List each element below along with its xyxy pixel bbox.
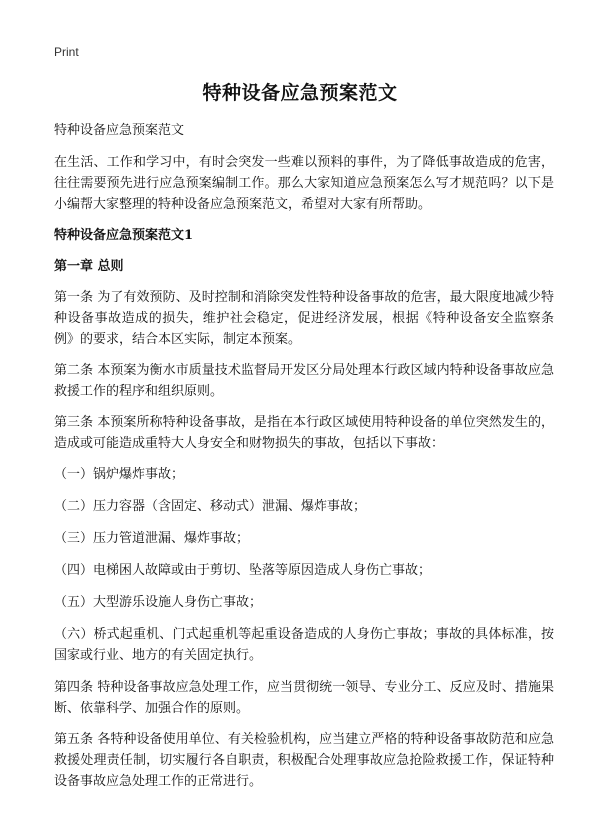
document-title: 特种设备应急预案范文 (202, 82, 398, 104)
print-link[interactable]: Print (54, 45, 79, 59)
list-item: （六）桥式起重机、门式起重机等起重设备造成的人身伤亡事故；事故的具体标准，按国家或行业、地方的有关固定执行。 (54, 627, 554, 663)
article-2: 第二条 本预案为衡水市质量技术监督局开发区分局处理本行政区域内特种设备事故应急救援工作的程序和组织原则。 (54, 363, 554, 399)
article-4: 第四条 特种设备事故应急处理工作，应当贯彻统一领导、专业分工、反应及时、措施果断、依靠科学、加强合作的原则。 (54, 680, 554, 716)
document-body (54, 120, 554, 802)
list-item: （四）电梯困人故障或由于剪切、坠落等原因造成人身伤亡事故； (54, 563, 432, 578)
list-item: （一）锅炉爆炸事故； (54, 467, 185, 482)
article-5: 第五条 各特种设备使用单位、有关检验机构，应当建立严格的特种设备事故防范和应急救援处理责任制，切实履行各自职责，积极配合处理事故应急抢险救援工作，保证特种设备事故应急处理工作的正常进行。 (54, 732, 554, 789)
section-heading: 特种设备应急预案范文1 (54, 228, 194, 243)
document-subtitle: 特种设备应急预案范文 (54, 123, 185, 138)
chapter-heading: 第一章 总则 (54, 259, 124, 274)
article-1: 第一条 为了有效预防、及时控制和消除突发性特种设备事故的危害，最大限度地减少特种设备事故造成的损失，维护社会稳定，促进经济发展，根据《特种设备安全监察条例》的要求，结合本区实际，制定本预案。 (54, 290, 554, 347)
intro-paragraph: 在生活、工作和学习中，有时会突发一些难以预料的事件，为了降低事故造成的危害，往往需要预先进行应急预案编制工作。那么大家知道应急预案怎么写才规范吗？以下是小编帮大家整理的特种设备应急预案范文，希望对大家有所帮助。 (54, 155, 554, 212)
article-3: 第三条 本预案所称特种设备事故，是指在本行政区域使用特种设备的单位突然发生的，造成或可能造成重特大人身安全和财物损失的事故，包括以下事故： (54, 415, 554, 451)
list-item: （三）压力管道泄漏、爆炸事故； (54, 531, 250, 546)
list-item: （五）大型游乐设施人身伤亡事故； (54, 595, 263, 610)
list-item: （二）压力容器（含固定、移动式）泄漏、爆炸事故； (54, 499, 367, 514)
